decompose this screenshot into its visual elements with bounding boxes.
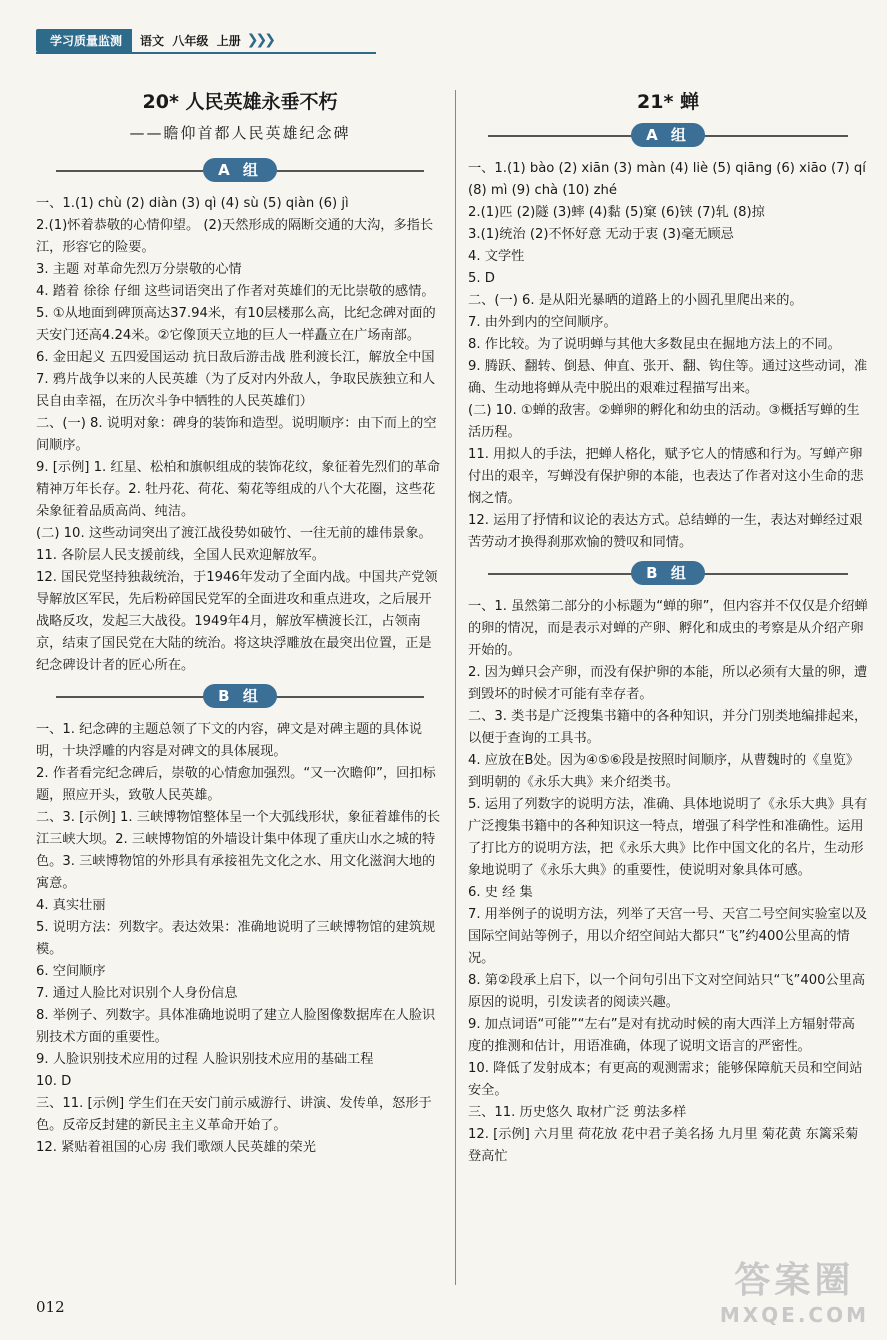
lesson-20-title: 20* 人民英雄永垂不朽 [142,91,338,113]
column-divider [455,90,456,1285]
lesson-20-subtitle: ——瞻仰首都人民英雄纪念碑 [129,124,351,142]
right-column [468,85,868,1168]
answer-item: 二、3. 类书是广泛搜集书籍中的各种知识，并分门别类地编排起来，以便于查询的工具书。 [468,709,868,746]
answer-item: 7. 鸦片战争以来的人民英雄（为了反对内外敌人，争取民族独立和人民自由幸福，在历次斗争中牺牲的人民英雄们） [36,372,436,409]
watermark-text: 答案圈 [734,1260,855,1301]
answer-item: 4. 应放在B处。因为④⑤⑥段是按照时间顺序，从曹魏时的《皇览》到明朝的《永乐大典》来介绍类书。 [468,753,859,790]
answer-item: 12. 国民党坚持独裁统治，于1946年发动了全面内战。中国共产党领导解放区军民，先后粉碎国民党军的全面进攻和重点进攻，之后展开战略反攻，发起三大战役。1949年4月，解放军横渡长江，占领南京，结束了国民党在大陆的统治。将这块浮雕放在最突出位置，正是纪念碑设计者的匠心所在。 [36,570,438,673]
group-b-label: B 组 [631,561,705,585]
series-badge: 学习质量监测 [36,29,132,52]
answer-item: 三、11. 历史悠久 取材广泛 剪法多样 [468,1105,687,1120]
answer-item: 12. 运用了抒情和议论的表达方式。总结蝉的一生，表达对蝉经过艰苦劳动才换得刹那欢愉的赞叹和同情。 [468,513,863,550]
answer-item: 一、1. 虽然第二部分的小标题为“蝉的卵”，但内容并不仅仅是介绍蝉的卵的情况，而是表示对蝉的产卵、孵化和成虫的考察是从介绍产卵开始的。 [468,599,868,658]
group-a-header [468,122,868,150]
answer-item: 7. 用举例子的说明方法，列举了天宫一号、天宫二号空间实验室以及国际空间站等例子，用以介绍空间站大都只“飞”约400公里高的情况。 [468,907,868,966]
answer-item: 9. 加点词语“可能”“左右”是对有扰动时候的南大西洋上方辐射带高度的推测和估计，用语准确，体现了说明文语言的严密性。 [468,1017,855,1054]
answer-item: 2.(1)怀着恭敬的心情仰望。 (2)天然形成的隔断交通的大沟，多指长江，形容它的险要。 [36,218,434,255]
answer-item: 一、1.(1) bào (2) xiān (3) màn (4) liè (5) qiāng (6) xiāo (7) qí (8) mì (9) chà (10) zhé [468,161,866,198]
answer-item: 2. 因为蝉只会产卵，而没有保护卵的本能，所以必须有大量的卵，遭到毁坏的时候才可能有幸存者。 [468,665,868,702]
group-b-header [36,683,444,711]
answer-item: 7. 通过人脸比对识别个人身份信息 [36,986,238,1001]
group-a-label: A 组 [631,123,705,147]
answer-item: (二) 10. 这些动词突出了渡江战役势如破竹、一往无前的雄伟景象。 [36,526,432,541]
answer-item: 一、1.(1) chù (2) diàn (3) qì (4) sù (5) qiàn (6) jì [36,196,349,211]
answer-item: 一、1. 纪念碑的主题总领了下文的内容，碑文是对碑主题的具体说明，十块浮雕的内容是对碑文的具体展现。 [36,722,423,759]
answer-item: 5. 说明方法：列数字。表达效果：准确地说明了三峡博物馆的建筑规模。 [36,920,436,957]
group-b-header [468,560,868,588]
running-header [36,28,273,52]
answer-item: 7. 由外到内的空间顺序。 [468,315,617,330]
answer-item: 8. 作比较。为了说明蝉与其他大多数昆虫在掘地方法上的不同。 [468,337,841,352]
answer-item: 2.(1)匹 (2)隧 (3)蟀 (4)黏 (5)窠 (6)铗 (7)轧 (8)掠 [468,205,765,220]
answer-item: 11. 各阶层人民支援前线，全国人民欢迎解放军。 [36,548,325,563]
right-b-answers [468,596,868,1168]
answer-item: 3. 主题 对革命先烈万分崇敬的心情 [36,262,242,277]
answer-item: 9. [示例] 1. 红星、松柏和旗帜组成的装饰花纹，象征着先烈们的革命精神万年长存。2. 牡丹花、荷花、菊花等组成的八个大花圈，这些花朵象征着品质高尚、纯洁。 [36,460,441,519]
watermark-logo [720,1252,869,1327]
left-column [36,85,444,1159]
answer-item: 三、11. [示例] 学生们在天安门前示威游行、讲演、发传单，怒形于色。反帝反封建的新民主主义革命开始了。 [36,1096,432,1133]
answer-item: 12. [示例] 六月里 荷花放 花中君子美名扬 九月里 菊花黄 东篱采菊登高忙 [468,1127,859,1164]
answer-item: 2. 作者看完纪念碑后，崇敬的心情愈加强烈。“又一次瞻仰”，回扣标题，照应开头，致敬人民英雄。 [36,766,436,803]
answer-item: 5. 运用了列数字的说明方法，准确、具体地说明了《永乐大典》具有广泛搜集书籍中的各种知识这一特点，增强了科学性和准确性。运用了打比方的说明方法，把《永乐大典》比作中国文化的名片，生动形象地说明了《永乐大典》的重要性，使说明对象具体可感。 [468,797,868,878]
answer-item: 二、3. [示例] 1. 三峡博物馆整体呈一个大弧线形状，象征着雄伟的长江三峡大坝。2. 三峡博物馆的外墙设计集中体现了重庆山水之城的特色。3. 三峡博物馆的外形具有承接祖先文化之水、用文化滋润大地的寓意。 [36,810,441,891]
answer-item: 6. 史 经 集 [468,885,533,900]
answer-item: 9. 腾跃、翻转、倒悬、伸直、张开、翻、钩住等。通过这些动词，准确、生动地将蝉从壳中脱出的艰难过程描写出来。 [468,359,868,396]
answer-item: 二、(一) 6. 是从阳光暴晒的道路上的小圆孔里爬出来的。 [468,293,803,308]
group-a-header [36,157,444,185]
subject-label: 语文 八年级 上册 [140,33,241,48]
answer-item: 二、(一) 8. 说明对象：碑身的装饰和造型。说明顺序：由下而上的空间顺序。 [36,416,437,453]
answer-item: 5. ①从地面到碑顶高达37.94米，有10层楼那么高，比纪念碑对面的天安门还高4.24米。②它像顶天立地的巨人一样矗立在广场南部。 [36,306,436,343]
answer-item: 5. D [468,271,495,286]
group-b-label: B 组 [203,684,277,708]
answer-item: 4. 文学性 [468,249,525,264]
answer-item: 12. 紧贴着祖国的心房 我们歌颂人民英雄的荣光 [36,1140,316,1155]
left-b-answers [36,719,444,1159]
answer-item: 6. 空间顺序 [36,964,106,979]
chevron-arrows-icon: ❯❯❯ [246,32,273,48]
answer-item: 4. 真实壮丽 [36,898,106,913]
answer-item: 8. 举例子、列数字。具体准确地说明了建立人脸图像数据库在人脸识别技术方面的重要性。 [36,1008,436,1045]
answer-item: 8. 第②段承上启下，以一个问句引出下文对空间站只“飞”400公里高原因的说明，引发读者的阅读兴趣。 [468,973,866,1010]
group-a-label: A 组 [203,158,277,182]
lesson-21-title: 21* 蝉 [637,91,699,113]
answer-item: 10. 降低了发射成本；有更高的观测需求；能够保障航天员和空间站安全。 [468,1061,863,1098]
page-number: 012 [36,1298,65,1316]
answer-item: 11. 用拟人的手法，把蝉人格化，赋予它人的情感和行为。写蝉产卵付出的艰辛，写蝉没有保护卵的本能，也表达了作者对这小生命的悲悯之情。 [468,447,864,506]
header-rule [36,52,376,54]
answer-item: 6. 金田起义 五四爱国运动 抗日敌后游击战 胜利渡长江，解放全中国 [36,350,435,365]
answer-item: 4. 踏着 徐徐 仔细 这些词语突出了作者对英雄们的无比崇敬的感情。 [36,284,435,299]
answer-item: 9. 人脸识别技术应用的过程 人脸识别技术应用的基础工程 [36,1052,374,1067]
watermark-url: MXQE.COM [719,1303,869,1327]
answer-item: 10. D [36,1074,72,1089]
answer-item: (二) 10. ①蝉的敌害。②蝉卵的孵化和幼虫的活动。③概括写蝉的生活历程。 [468,403,860,440]
right-a-answers [468,158,868,554]
left-a-answers [36,193,444,677]
answer-item: 3.(1)统治 (2)不怀好意 无动于衷 (3)毫无顾忌 [468,227,734,242]
